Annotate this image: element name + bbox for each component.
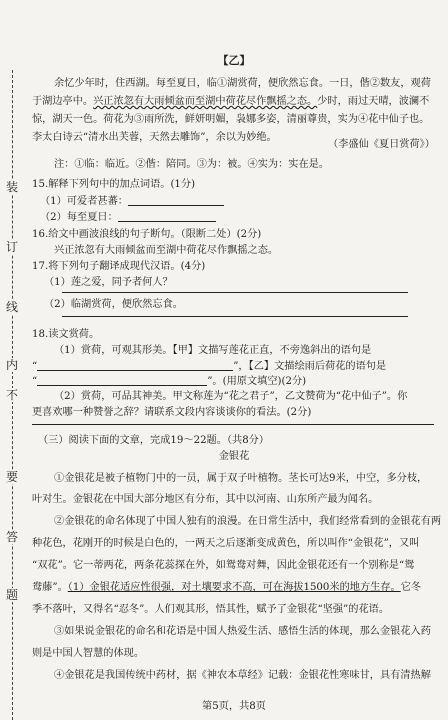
binding-char: 线 bbox=[5, 300, 18, 314]
answer-line[interactable] bbox=[32, 424, 434, 425]
question-17-item-2: （2）临湖赏荷，便欣然忘食。 bbox=[44, 299, 183, 310]
answer-line[interactable] bbox=[62, 292, 408, 293]
question-15-item-1 bbox=[40, 194, 224, 209]
binding-char: 装 bbox=[5, 180, 18, 194]
article-text: 鸯藤”。 bbox=[32, 582, 68, 593]
answer-blank[interactable] bbox=[37, 359, 233, 371]
question-17-item-1: （1）莲之爱，同予者何人？ bbox=[44, 277, 173, 288]
binding-char: 不 bbox=[5, 388, 18, 402]
exam-page bbox=[32, 0, 442, 720]
page-number: 第5页，共8页 bbox=[202, 701, 266, 712]
article-line: 叶对生。金银花在中国大部分地区有分布，其中以河南、山东所产最为闻名。 bbox=[32, 494, 379, 505]
article-line: 种花色，花刚开的时候是白色的，一两天之后逐渐变成黄色，所以叫作“金银花”，又叫 bbox=[32, 538, 420, 549]
section-b-title: 【乙】 bbox=[217, 54, 251, 67]
passage-line bbox=[32, 95, 429, 109]
question-18: 18.读文赏荷。 bbox=[32, 329, 100, 340]
article-line: ②金银花的命名体现了中国人独有的浪漫。在日常生活中，我们经常看到的金银花有两 bbox=[54, 516, 442, 527]
article-line: “双花”。它一蒂两花，两条花蕊探在外，如鸳鸯对舞，因此金银花还有一个别称是“鸳 bbox=[32, 560, 415, 571]
passage-line: 余忆少年时，住西湖。每至夏日，临①湖赏荷，便欣然忘食。一日，偕②数友，观荷 bbox=[54, 78, 431, 89]
wavy-underlined-sentence: 兴正浓忽有大雨倾盆而至湖中荷花尽作飘摇之态。 bbox=[93, 96, 318, 107]
article-line: 季不落叶，又得名“忍冬”。人们观其形，悟其性，赋予了金银花“坚强”的花语。 bbox=[32, 604, 390, 615]
blank-text: ”，【乙】文描绘雨后荷花的语句是 bbox=[233, 361, 387, 372]
passage-line: 李太白诗云“清水出芙蓉，天然去雕饰”，余以为妙绝。 bbox=[32, 132, 277, 143]
article-line: 则是中国人智慧的体现。 bbox=[32, 648, 145, 659]
passage-text: 于湖边亭中。 bbox=[32, 96, 94, 107]
passage-source: （李盛仙《夏日赏荷》） bbox=[328, 139, 435, 150]
question-18-part-2-cont: 更喜欢哪一种赞誉之辞？请联系文段内容谈谈你的看法。(2分) bbox=[32, 407, 312, 418]
question-18-part-1: （1）赏荷，可观其形美。【甲】文描写莲花正直，不旁逸斜出的语句是 bbox=[54, 345, 372, 356]
question-17: 17.将下列句子翻译成现代汉语。(4分) bbox=[32, 261, 206, 272]
binding-char: 答 bbox=[5, 530, 18, 544]
item-label: （1）可爱者甚蕃： bbox=[40, 196, 128, 207]
section-3-header: （三）阅读下面的文章，完成19～22题。（共8分） bbox=[38, 435, 270, 446]
question-15-item-2 bbox=[40, 210, 216, 225]
answer-blank[interactable] bbox=[118, 210, 216, 222]
passage-notes: 注：①临：临近。②偕：陪同。③为：被。④实为：实在是。 bbox=[54, 159, 330, 170]
article-text: 它冬 bbox=[400, 582, 422, 593]
passage-line: 惊，湖天一色。荷花为③雨所洗，鲜妍明媚，袅娜多姿，清丽尊贵，实为④花中仙子也。 bbox=[32, 114, 430, 125]
article-line bbox=[32, 581, 421, 595]
question-16-sentence: 兴正浓忽有大雨倾盆而至湖中荷花尽作飘摇之态。 bbox=[54, 245, 279, 256]
blank-text: ”。(用原文填空)(2分) bbox=[207, 376, 307, 387]
answer-blank[interactable] bbox=[37, 374, 207, 386]
binding-char: 要 bbox=[5, 470, 18, 484]
underlined-sentence-1: （1）金银花适应性很强，对土壤要求不高，可在海拔1500米的地方生存。 bbox=[67, 582, 401, 593]
binding-char: 题 bbox=[5, 588, 18, 602]
question-18-blank-line bbox=[32, 359, 386, 374]
question-15: 15.解释下列句中的加点词语。(1分) bbox=[32, 179, 196, 190]
question-16: 16.给文中画波浪线的句子断句。（限断二处）(2分) bbox=[32, 229, 262, 240]
question-18-part-2: （2）赏荷，可品其神美。甲文称莲为“花之君子”，乙文赞荷为“花中仙子”。你 bbox=[54, 391, 408, 402]
passage-text: 少时，雨过天晴，波澜不 bbox=[317, 96, 430, 107]
item-label: （2）每至夏日： bbox=[40, 212, 118, 223]
article-title: 金银花 bbox=[218, 451, 250, 462]
binding-margin bbox=[0, 0, 28, 720]
answer-line[interactable] bbox=[62, 316, 408, 317]
article-line: ④金银花是我国传统中药材，据《神农本草经》记载：金银花性寒味甘，具有清热解 bbox=[54, 670, 431, 681]
question-18-blank-line bbox=[32, 374, 306, 389]
quote-mark: “ bbox=[32, 376, 38, 387]
binding-char: 内 bbox=[5, 358, 18, 372]
answer-blank[interactable] bbox=[128, 194, 224, 206]
binding-char: 订 bbox=[5, 240, 18, 254]
article-line: ①金银花是被子植物门中的一员，属于双子叶植物。茎长可达9米，中空，多分枝， bbox=[54, 473, 428, 484]
article-line: ③如果说金银花的命名和花语是中国人热爱生活、感悟生活的体现，那么金银花入药 bbox=[54, 626, 431, 637]
quote-mark: “ bbox=[32, 361, 38, 372]
